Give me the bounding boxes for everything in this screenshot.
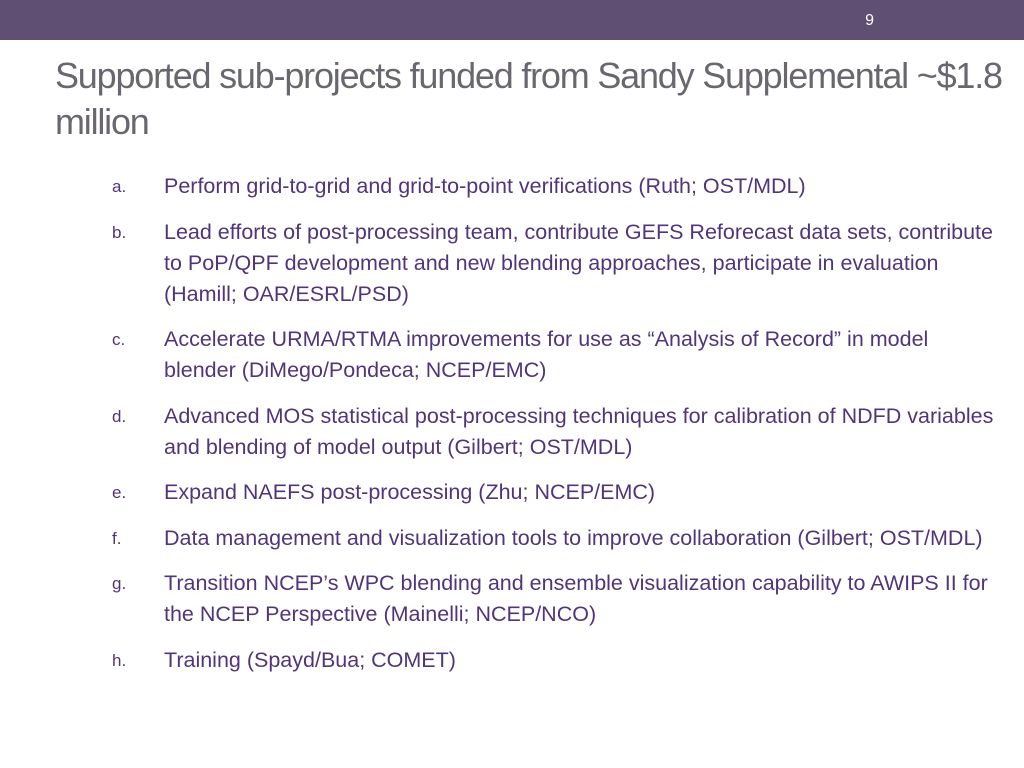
list-item-letter: a.: [112, 177, 127, 196]
list-item-letter: h.: [112, 650, 127, 670]
slide-number: 9: [865, 12, 874, 29]
slide-title: Supported sub-projects funded from Sandy Supplemental ~$1.8 million: [55, 55, 1002, 142]
list-item: [112, 401, 1002, 463]
list-item-text: Perform grid-to-grid and grid-to-point verifications (Ruth; OST/MDL): [164, 174, 806, 198]
list-item-text: Accelerate URMA/RTMA improvements for use as “Analysis of Record” in model blender (DiMego/Pondeca; NCEP/EMC): [164, 327, 929, 382]
list-item-text: Training (Spayd/Bua; COMET): [164, 647, 456, 672]
list-item: [112, 645, 1002, 676]
list-item-text: Data management and visualization tools to improve collaboration (Gilbert; OST/MDL): [164, 525, 983, 550]
list-item-text: Transition NCEP’s WPC blending and ensemble visualization capability to AWIPS II for the NCEP Perspective (Mainelli; NCEP/NCO): [164, 571, 988, 626]
list-item-letter: e.: [112, 483, 127, 502]
list-item-text: Advanced MOS statistical post-processing techniques for calibration of NDFD variables and blending of model output (Gilbert; OST/MDL): [164, 403, 994, 459]
list-item-text: Lead efforts of post-processing team, contribute GEFS Reforecast data sets, contribute to PoP/QPF development and new blending approaches, participate in evaluation (Hamill; OAR/ESRL/PSD): [164, 219, 993, 306]
list-item-letter: g.: [112, 574, 127, 593]
list-item: [112, 477, 1002, 508]
sub-project-list: [112, 171, 1002, 690]
list-item: [112, 523, 1002, 554]
list-item-letter: f.: [112, 528, 122, 548]
list-item: [112, 568, 1002, 630]
list-item-letter: b.: [112, 222, 127, 242]
top-bar: [0, 0, 1024, 40]
list-item: [112, 171, 1002, 202]
list-item-text: Expand NAEFS post-processing (Zhu; NCEP/EMC): [164, 480, 656, 504]
list-item: [112, 324, 1002, 386]
list-item-letter: c.: [112, 330, 126, 349]
list-item-letter: d.: [112, 406, 127, 426]
list-item: [112, 217, 1002, 310]
